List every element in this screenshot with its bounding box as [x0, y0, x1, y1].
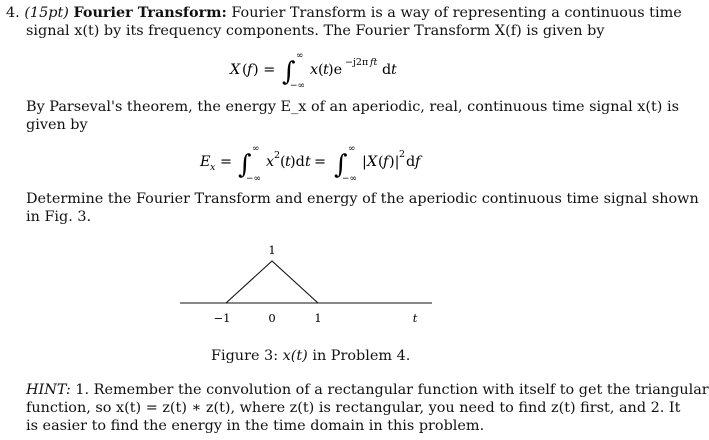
tick-label-neg1: −1 [213, 311, 231, 325]
problem-title: Fourier Transform: [73, 4, 227, 21]
svg-text:t: t [391, 62, 397, 78]
svg-text:∫: ∫ [238, 150, 252, 180]
svg-text:−j2π: −j2π [345, 57, 369, 68]
parseval-line1: By Parseval's theorem, the energy E_x of an aperiodic, real, continuous time signal x(t) is [26, 99, 679, 115]
figure-triangle-plot [0, 236, 633, 332]
svg-text:t: t [285, 154, 291, 170]
svg-text:f: f [383, 154, 389, 170]
svg-text:−∞: −∞ [342, 174, 358, 184]
svg-text:∞: ∞ [296, 51, 304, 61]
hint-line1-wrap [26, 381, 709, 399]
svg-text:∞: ∞ [348, 144, 356, 154]
svg-text:)e: )e [328, 62, 343, 78]
hint-label: HINT: [26, 382, 71, 398]
parseval-line2: given by [26, 117, 88, 133]
svg-text:E: E [200, 154, 211, 170]
svg-text:ft: ft [370, 57, 378, 68]
svg-text:(: ( [318, 62, 324, 78]
svg-text:(: ( [242, 62, 248, 78]
svg-text:)|: )| [389, 154, 400, 170]
svg-text:d: d [406, 154, 416, 170]
peak-value-label: 1 [268, 243, 276, 257]
caption-prefix: Figure 3: [211, 348, 279, 364]
svg-text:d: d [382, 62, 392, 78]
svg-text:2: 2 [274, 150, 281, 161]
hint-line2: function, so x(t) = z(t) ∗ z(t), where z(t) is rectangular, you need to find z(t) first, and 2. It [26, 400, 681, 416]
svg-text:) =: ) = [253, 62, 276, 78]
svg-text:−∞: −∞ [290, 81, 306, 91]
task-line2: in Fig. 3. [26, 209, 92, 225]
svg-text:∞: ∞ [252, 144, 260, 154]
svg-text:t: t [323, 62, 329, 78]
task-line1: Determine the Fourier Transform and energy of the aperiodic continuous time signal shown [26, 191, 699, 207]
svg-text:f: f [247, 62, 253, 78]
svg-text:f: f [415, 154, 421, 170]
svg-text:|: | [362, 154, 367, 170]
hint-line1: 1. Remember the convolution of a rectangular function with itself to get the triangular [75, 382, 709, 398]
svg-text:X: X [367, 154, 378, 170]
svg-text:x: x [310, 62, 319, 78]
figure-caption [211, 347, 410, 365]
triangle-signal-line [226, 261, 318, 303]
svg-text:∫: ∫ [334, 150, 348, 180]
svg-text:x: x [266, 154, 275, 170]
equation-parseval-svg [196, 140, 476, 184]
svg-text:−∞: −∞ [246, 174, 262, 184]
svg-text:∫: ∫ [282, 57, 296, 87]
equation-fourier-svg [210, 46, 440, 90]
svg-text:=: = [314, 154, 327, 170]
problem-intro-line2: signal x(t) by its frequency components. The Fourier Transform X(f) is given by [26, 23, 605, 39]
caption-suffix: in Problem 4. [312, 348, 411, 364]
problem-points: (15pt) [24, 5, 69, 21]
hint-line3: is easier to find the energy in the time domain in this problem. [26, 418, 485, 434]
svg-text:x: x [210, 162, 216, 173]
svg-text:X: X [230, 62, 241, 78]
svg-text:(: ( [378, 154, 384, 170]
problem-heading-line1 [6, 4, 682, 22]
svg-text:=: = [220, 154, 233, 170]
equation-fourier-transform [210, 46, 440, 94]
caption-signal: x(t) [282, 348, 308, 364]
equation-parseval [196, 140, 476, 188]
problem-number: 4. [6, 5, 20, 21]
problem-intro-line1: Fourier Transform is a way of representing a continuous time [231, 5, 682, 21]
tick-label-0: 0 [268, 311, 276, 325]
svg-text:t: t [305, 154, 311, 170]
svg-text:)d: )d [290, 154, 305, 170]
tick-label-1: 1 [314, 311, 322, 325]
svg-text:2: 2 [399, 149, 406, 160]
axis-label-t: t [412, 311, 418, 325]
svg-text:(: ( [280, 154, 286, 170]
